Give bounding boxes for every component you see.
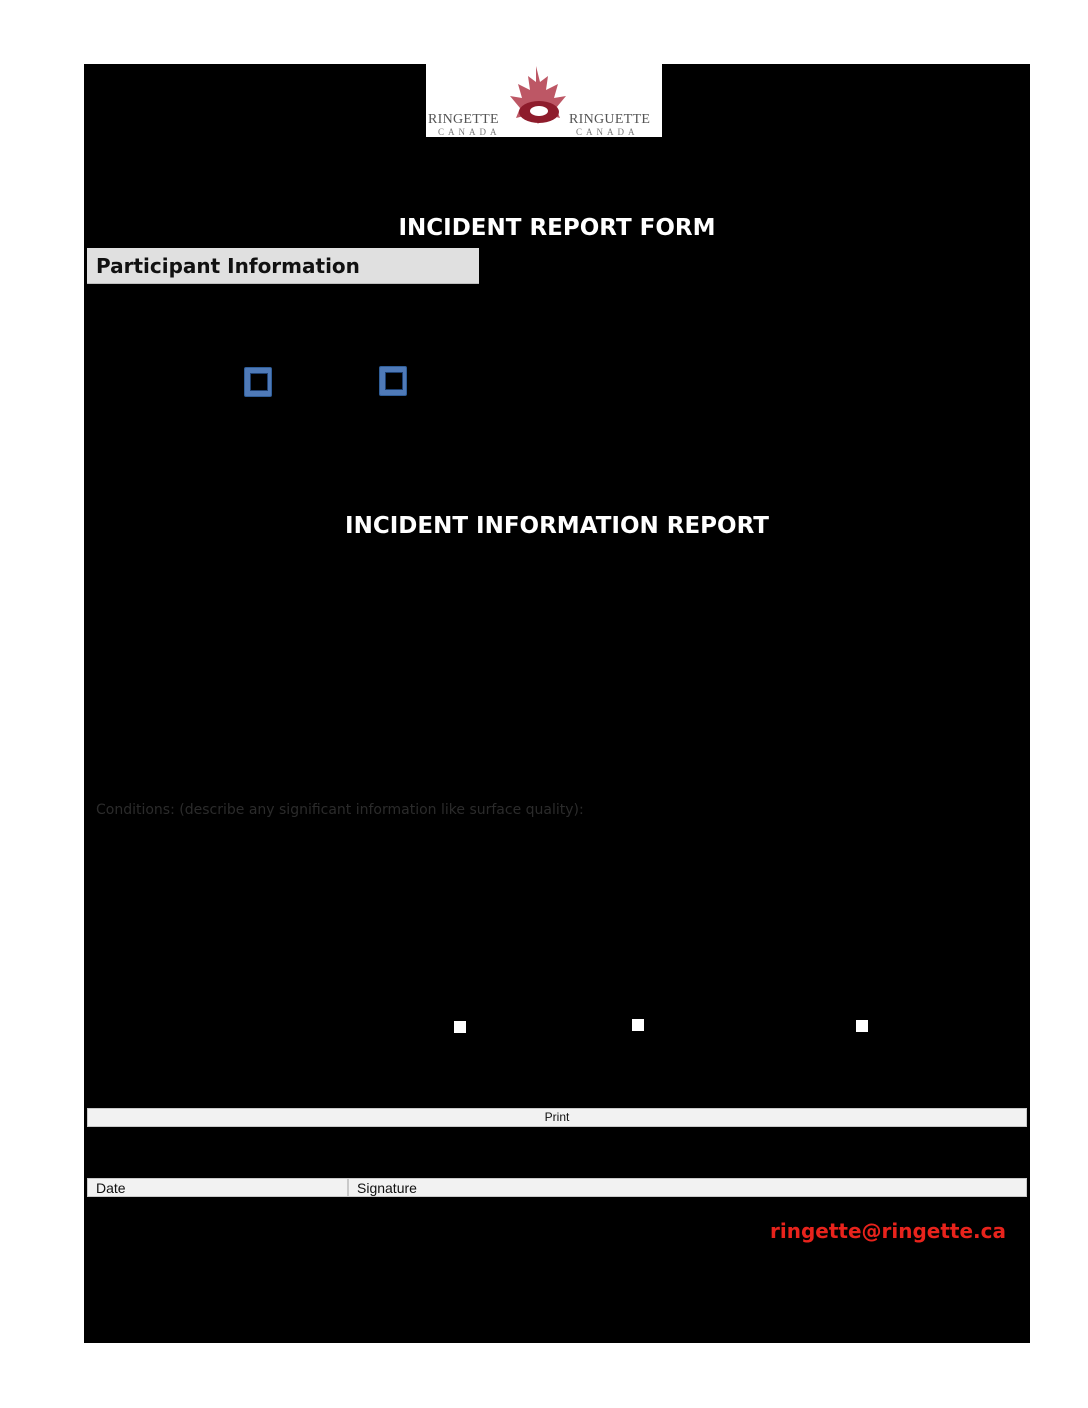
participant-section-header xyxy=(87,248,479,284)
logo-word-right: RINGUETTE xyxy=(569,112,651,127)
checkbox-option-5[interactable] xyxy=(856,1020,868,1032)
incident-section-title: INCIDENT INFORMATION REPORT xyxy=(345,513,769,539)
logo-sub-right: CANADA xyxy=(576,127,639,137)
checkbox-option-4[interactable] xyxy=(632,1019,644,1031)
participant-section-label: Participant Information xyxy=(96,254,360,278)
signature-field[interactable] xyxy=(348,1178,1027,1197)
logo-sub-left: CANADA xyxy=(438,127,501,137)
logo-word-left: RINGETTE xyxy=(428,112,499,127)
date-field[interactable] xyxy=(87,1178,348,1197)
signature-label: Signature xyxy=(357,1180,417,1196)
date-label: Date xyxy=(96,1180,126,1196)
contact-email-link[interactable]: ringette@ringette.ca xyxy=(770,1219,1006,1243)
form-title: INCIDENT REPORT FORM xyxy=(398,215,716,241)
print-label: Print xyxy=(544,1110,570,1124)
checkbox-option-3[interactable] xyxy=(454,1021,466,1033)
checkbox-option-2[interactable] xyxy=(379,366,407,396)
print-name-field[interactable] xyxy=(87,1108,1027,1127)
checkbox-option-1[interactable] xyxy=(244,367,272,397)
ringette-canada-logo xyxy=(426,64,662,137)
conditions-label: Conditions: (describe any significant information like surface quality): xyxy=(96,802,584,818)
